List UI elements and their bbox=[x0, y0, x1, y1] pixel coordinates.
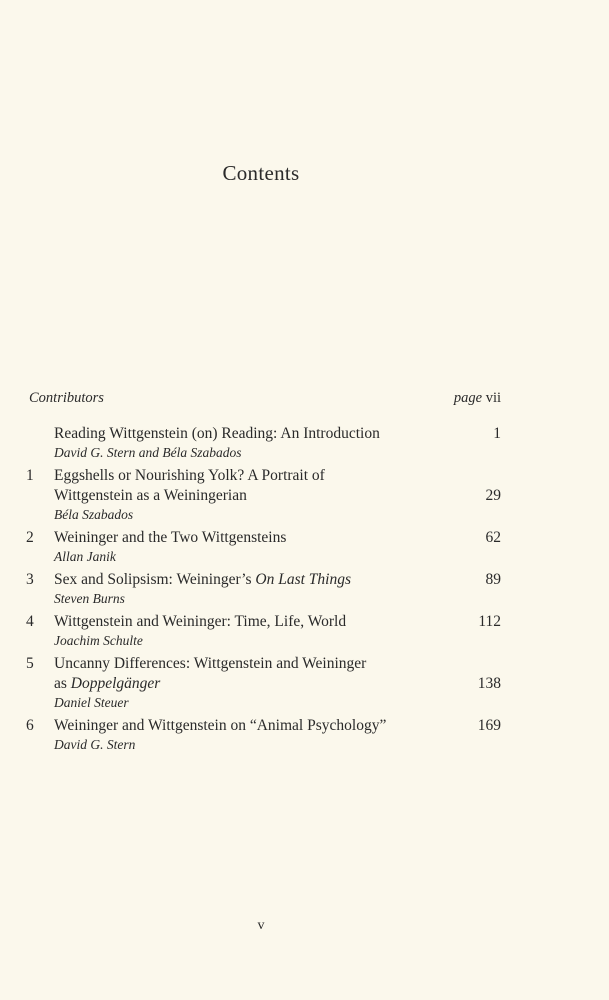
chapter-title: Weininger and Wittgenstein on “Animal Psychology” bbox=[54, 717, 387, 734]
chapter-page: 1 bbox=[493, 425, 501, 442]
chapter-title-text: as bbox=[54, 675, 71, 692]
chapter-title-line-2: Wittgenstein as a Weiningerian bbox=[54, 487, 247, 504]
chapter-author: David G. Stern bbox=[54, 737, 136, 752]
contents-entry-1 bbox=[26, 466, 501, 524]
chapter-page: 138 bbox=[477, 675, 501, 692]
contents-entry-5 bbox=[26, 654, 501, 712]
chapter-number: 6 bbox=[26, 717, 34, 734]
chapter-title-italic: Doppelgänger bbox=[70, 675, 161, 692]
chapter-title-line-1: Uncanny Differences: Wittgenstein and Weininger bbox=[54, 655, 367, 672]
chapter-title: Reading Wittgenstein (on) Reading: An Introduction bbox=[54, 425, 380, 442]
chapter-title-text: Sex and Solipsism: Weininger’s bbox=[54, 571, 256, 588]
contents-entry-3 bbox=[26, 570, 501, 608]
page-title: Contents bbox=[222, 161, 300, 185]
chapter-page: 112 bbox=[478, 613, 501, 630]
chapter-number: 2 bbox=[26, 529, 34, 546]
chapter-number: 5 bbox=[26, 655, 34, 672]
chapter-author: Béla Szabados bbox=[54, 507, 134, 522]
chapter-page: 89 bbox=[485, 571, 501, 588]
chapter-author: Steven Burns bbox=[54, 591, 125, 606]
chapter-author: Daniel Steuer bbox=[54, 695, 129, 710]
chapter-author: Joachim Schulte bbox=[54, 633, 143, 648]
page-folio: v bbox=[257, 918, 265, 933]
chapter-number: 3 bbox=[26, 571, 34, 588]
contents-entry-introduction bbox=[26, 424, 501, 462]
contents-list bbox=[26, 424, 501, 758]
chapter-title-italic: On Last Things bbox=[255, 571, 352, 588]
contents-entry-6 bbox=[26, 716, 501, 754]
contributors-page-number: vii bbox=[485, 390, 501, 406]
contributors-label: Contributors bbox=[29, 390, 104, 406]
contributors-page-ref bbox=[454, 390, 501, 407]
chapter-title-line-2 bbox=[54, 674, 455, 694]
chapter-title: Weininger and the Two Wittgensteins bbox=[54, 529, 287, 546]
chapter-number: 1 bbox=[26, 467, 34, 484]
chapter-number: 4 bbox=[26, 613, 34, 630]
contributors-row bbox=[29, 390, 501, 407]
chapter-title-line-1: Eggshells or Nourishing Yolk? A Portrait of bbox=[54, 467, 325, 484]
chapter-author: David G. Stern and Béla Szabados bbox=[54, 445, 242, 460]
chapter-page: 29 bbox=[485, 487, 501, 504]
chapter-title bbox=[54, 570, 455, 590]
chapter-title: Wittgenstein and Weininger: Time, Life, World bbox=[54, 613, 347, 630]
contents-entry-2 bbox=[26, 528, 501, 566]
chapter-page: 169 bbox=[477, 717, 501, 734]
chapter-page: 62 bbox=[485, 529, 501, 546]
chapter-author: Allan Janik bbox=[54, 549, 116, 564]
page-word: page bbox=[453, 390, 483, 406]
contents-entry-4 bbox=[26, 612, 501, 650]
